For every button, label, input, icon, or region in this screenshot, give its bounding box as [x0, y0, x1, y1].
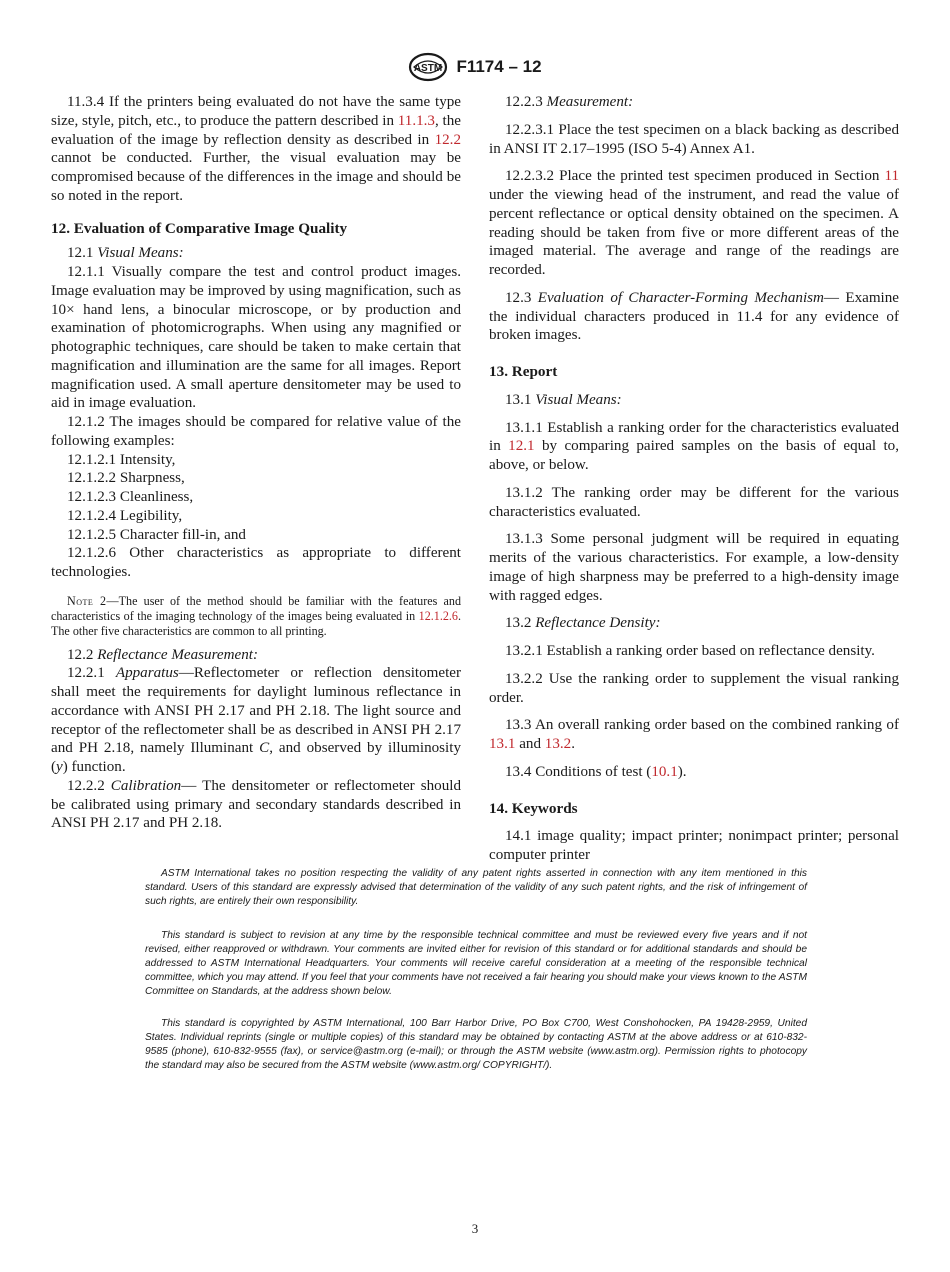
paragraph-13-1-2: 13.1.2 The ranking order may be different for the various characteristics evaluated.: [489, 484, 899, 520]
note-2: Note 2—The user of the method should be familiar with the features and characteristics of the imaging technology of the images being evaluated in 12.1.2.6. The other five characteristics are common to all printing.: [51, 593, 461, 639]
list-item: 12.1.2.5 Character fill-in, and: [67, 526, 246, 543]
paragraph-13-2-2: 13.2.2 Use the ranking order to supplement the visual ranking order.: [489, 670, 899, 706]
paragraph-12-2-1: 12.2.1 Apparatus—Reflectometer or reflection densitometer shall meet the requirements for daylight luminous reflectance in accordance with ANSI PH 2.17 and PH 2.18. The light source and receptor of the reflectometer shall be as described in ANSI PH 2.17 and PH 2.18, namely Illuminant C, and observed by illuminosity (y) function.: [51, 665, 461, 776]
section-heading-12: 12. Evaluation of Comparative Image Quality: [51, 219, 348, 237]
ref-link-13-1[interactable]: 13.1: [489, 736, 516, 752]
right-column: [489, 93, 899, 865]
revision-notice: This standard is subject to revision at any time by the responsible technical committee and must be reviewed every five years and if not revised, either reapproved or withdrawn. Your comments are invited either for revision of this standard or for additional standards and should be addressed to ASTM International Headquarters. Your comments will receive careful consideration at a meeting of the responsible technical committee, which you may attend. If you feel that your comments have not received a fair hearing you should make your views known to the ASTM Committee on Standards, at the address shown below.: [145, 930, 807, 997]
paragraph-13-1-3: 13.1.3 Some personal judgment will be required in equating merits of the various characteristics. For example, a low-density image of high sharpness may be preferred to a high-density image with ragged edges.: [489, 531, 899, 604]
paragraph-12-2-2: 12.2.2 Calibration— The densitometer or reflectometer should be calibrated using primary and secondary standards described in ANSI PH 2.17 and PH 2.18.: [51, 777, 461, 832]
ref-link-12-2[interactable]: 12.2: [434, 131, 461, 148]
svg-text:ASTM: ASTM: [414, 63, 443, 74]
list-item: 12.1.2.4 Legibility,: [67, 507, 183, 524]
ref-link-10-1[interactable]: 10.1: [651, 763, 678, 780]
list-item: 12.1.2.6 Other characteristics as appropriate to different technologies.: [51, 545, 461, 580]
ref-link-11-1-3[interactable]: 11.1.3: [397, 112, 435, 129]
list-item: 12.1.2.2 Sharpness,: [67, 470, 185, 487]
ref-link-13-2[interactable]: 13.2: [544, 736, 572, 752]
paragraph-13-4: 13.4 Conditions of test (10.1).: [505, 763, 687, 780]
section-heading-13: 13. Report: [489, 363, 558, 380]
list-item: 12.1.2.3 Cleanliness,: [67, 489, 194, 505]
paragraph-14-1: 14.1 image quality; impact printer; nonimpact printer; personal computer printer: [489, 828, 899, 863]
paragraph-12-1-2: 12.1.2 The images should be compared for relative value of the following examples:: [51, 414, 461, 449]
page-number: 3: [471, 1221, 479, 1236]
ref-link-12-1-2-6[interactable]: 12.1.2.6: [418, 609, 458, 624]
copyright-notice: This standard is copyrighted by ASTM International, 100 Barr Harbor Drive, PO Box C700, West Conshohocken, PA 19428-2959, United States. Individual reprints (single or multiple copies) of this standard may be obtained by contacting ASTM at the above address or at 610-832-9585 (phone), 610-832-9555 (fax), or service@astm.org (e-mail); or through the ASTM website (www.astm.org). Permission rights to photocopy the standard may also be secured from the ASTM website (www.astm.org/ COPYRIGHT/).: [145, 1018, 807, 1071]
paragraph-13-3: 13.3 An overall ranking order based on the combined ranking of 13.1 and 13.2.: [489, 717, 899, 752]
list-item: 12.1.2.1 Intensity,: [67, 451, 176, 468]
paragraph-13-2-1: 13.2.1 Establish a ranking order based on reflectance density.: [505, 643, 875, 659]
paragraph-12-2: 12.2 Reflectance Measurement:: [67, 646, 258, 663]
standard-code: F1174 – 12: [456, 57, 542, 76]
section-heading-14: 14. Keywords: [489, 799, 578, 817]
paragraph-12-2-3-2: 12.2.3.2 Place the printed test specimen produced in Section 11 under the viewing head of the instrument, and read the value of percent reflectance or optical density obtained on the specimen. A reading should be taken from five or more different areas of the imaged material. The average and range of the readings are recorded.: [489, 168, 899, 278]
paragraph-12-2-3: 12.2.3 Measurement:: [505, 94, 634, 110]
paragraph-12-1-1: 12.1.1 Visually compare the test and control product images. Image evaluation may be improved by using magnification, such as 10× hand lens, a binocular microscope, or by production and examination of photomicrographs. When using any magnified or photographic techniques, care should be taken to make certain that magnification and illumination are the same for all images. Report magnification used. A small aperture densitometer may be used to aid in image evaluation.: [51, 264, 461, 412]
paragraph-11-3-4: 11.3.4 If the printers being evaluated do not have the same type size, style, pitch, etc., to produce the pattern described in 11.1.3, the evaluation of the image by reflection density as described in 12.2 cannot be conducted. Further, the visual evaluation may be compromised because of the differences in the image and should be so noted in the report.: [51, 94, 461, 204]
paragraph-12-1: 12.1 Visual Means:: [67, 245, 184, 262]
paragraph-13-2: 13.2 Reflectance Density:: [505, 615, 661, 632]
astm-logo-icon: [408, 52, 448, 82]
ref-link-12-1[interactable]: 12.1: [508, 438, 535, 455]
paragraph-13-1: 13.1 Visual Means:: [505, 391, 622, 408]
paragraph-12-2-3-1: 12.2.3.1 Place the test specimen on a black backing as described in ANSI IT 2.17–1995 (ISO 5-4) Annex A1.: [489, 121, 899, 157]
page-header: [0, 52, 950, 84]
left-column: [51, 93, 461, 833]
ref-link-11[interactable]: 11: [884, 168, 899, 185]
paragraph-13-1-1: 13.1.1 Establish a ranking order for the characteristics evaluated in 12.1 by comparing paired samples on the basis of equal to, above, or below.: [489, 419, 899, 473]
patent-notice: ASTM International takes no position respecting the validity of any patent rights asserted in connection with any item mentioned in this standard. Users of this standard are expressly advised that determination of the validity of any such patent rights, and the risk of infringement of such rights, are entirely their own responsibility.: [145, 868, 807, 907]
paragraph-12-3: 12.3 Evaluation of Character-Forming Mechanism— Examine the individual characters produced in 11.4 for any evidence of broken images.: [489, 289, 899, 344]
